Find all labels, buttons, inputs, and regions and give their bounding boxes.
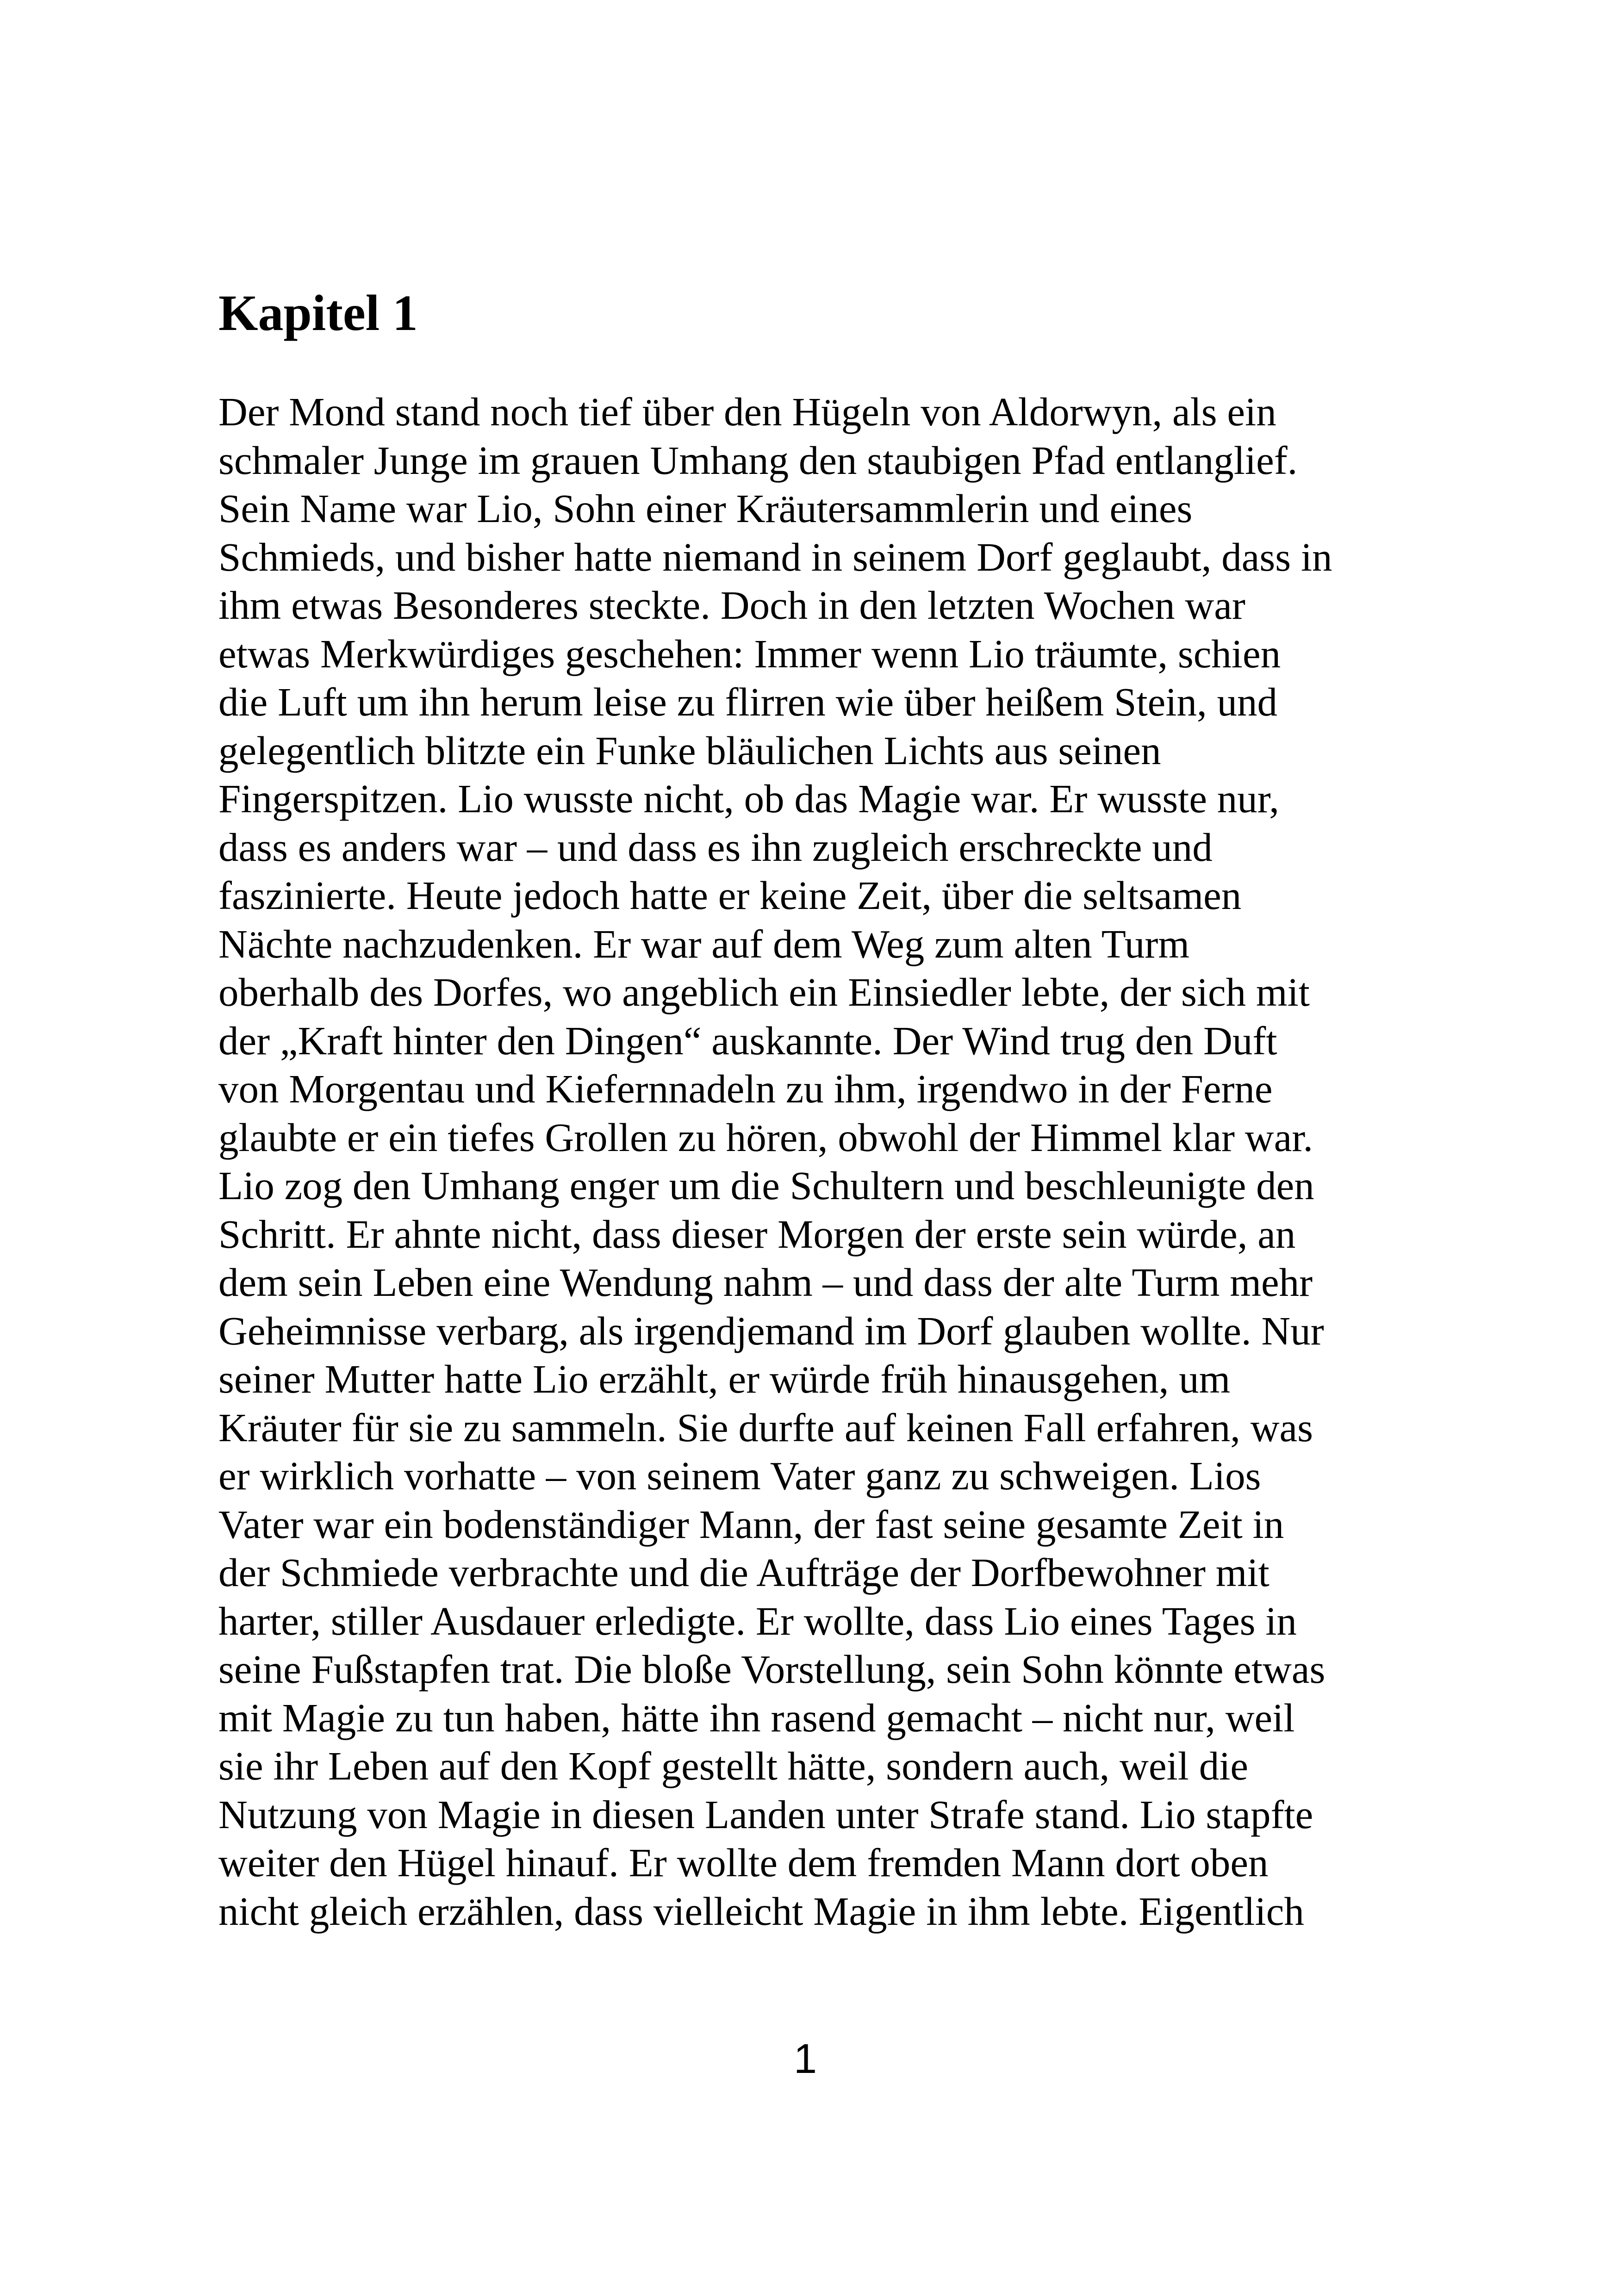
text-line: Fingerspitzen. Lio wusste nicht, ob das Magie war. Er wusste nur, [218, 776, 1279, 821]
text-line: Kräuter für sie zu sammeln. Sie durfte auf keinen Fall erfahren, was [218, 1405, 1313, 1450]
text-line: ihm etwas Besonderes steckte. Doch in den letzten Wochen war [218, 583, 1245, 628]
page-number: 1 [793, 2036, 817, 2082]
text-line: weiter den Hügel hinauf. Er wollte dem fremden Mann dort oben [218, 1840, 1269, 1885]
text-line: seine Fußstapfen trat. Die bloße Vorstellung, sein Sohn könnte etwas [218, 1647, 1326, 1692]
text-line: der Schmiede verbrachte und die Aufträge der Dorfbewohner mit [218, 1550, 1270, 1595]
chapter-title: Kapitel 1 [218, 285, 418, 341]
text-line: schmaler Junge im grauen Umhang den staubigen Pfad entlanglief. [218, 437, 1298, 483]
text-line: glaubte er ein tiefes Grollen zu hören, obwohl der Himmel klar war. [218, 1114, 1313, 1160]
text-line: Nutzung von Magie in diesen Landen unter Strafe stand. Lio stapfte [218, 1792, 1313, 1837]
text-line: die Luft um ihn herum leise zu flirren wie über heißem Stein, und [218, 679, 1277, 724]
text-line: Vater war ein bodenständiger Mann, der fast seine gesamte Zeit in [218, 1501, 1284, 1547]
text-line: gelegentlich blitzte ein Funke bläulichen Lichts aus seinen [218, 728, 1161, 773]
text-line: Lio zog den Umhang enger um die Schultern und beschleunigte den [218, 1163, 1314, 1208]
chapter-body [218, 388, 1431, 1935]
text-line: Der Mond stand noch tief über den Hügeln von Aldorwyn, als ein [218, 389, 1276, 434]
text-line: von Morgentau und Kiefernnadeln zu ihm, irgendwo in der Ferne [218, 1066, 1273, 1111]
text-line: Schmieds, und bisher hatte niemand in seinem Dorf geglaubt, dass in [218, 534, 1332, 579]
text-line: mit Magie zu tun haben, hätte ihn rasend gemacht – nicht nur, weil [218, 1695, 1295, 1740]
text-line: dem sein Leben eine Wendung nahm – und dass der alte Turm mehr [218, 1260, 1313, 1305]
text-line: Nächte nachzudenken. Er war auf dem Weg zum alten Turm [218, 921, 1190, 966]
text-line: Sein Name war Lio, Sohn einer Kräutersammlerin und eines [218, 486, 1193, 531]
text-line: oberhalb des Dorfes, wo angeblich ein Einsiedler lebte, der sich mit [218, 970, 1310, 1014]
text-line: er wirklich vorhatte – von seinem Vater ganz zu schweigen. Lios [218, 1453, 1261, 1498]
text-line: sie ihr Leben auf den Kopf gestellt hätte, sondern auch, weil die [218, 1743, 1248, 1788]
text-line: Schritt. Er ahnte nicht, dass dieser Morgen der erste sein würde, an [218, 1211, 1296, 1257]
text-line: seiner Mutter hatte Lio erzählt, er würde früh hinausgehen, um [218, 1356, 1231, 1401]
text-line: harter, stiller Ausdauer erledigte. Er wollte, dass Lio eines Tages in [218, 1598, 1297, 1643]
text-line: der „Kraft hinter den Dingen“ auskannte. Der Wind trug den Duft [218, 1018, 1277, 1063]
text-line: faszinierte. Heute jedoch hatte er keine Zeit, über die seltsamen [218, 873, 1242, 918]
text-line: Geheimnisse verbarg, als irgendjemand im Dorf glauben wollte. Nur [218, 1308, 1324, 1353]
text-line: etwas Merkwürdiges geschehen: Immer wenn Lio träumte, schien [218, 631, 1281, 676]
text-line: dass es anders war – und dass es ihn zugleich erschreckte und [218, 824, 1213, 870]
text-line: nicht gleich erzählen, dass vielleicht Magie in ihm lebte. Eigentlich [218, 1888, 1304, 1934]
